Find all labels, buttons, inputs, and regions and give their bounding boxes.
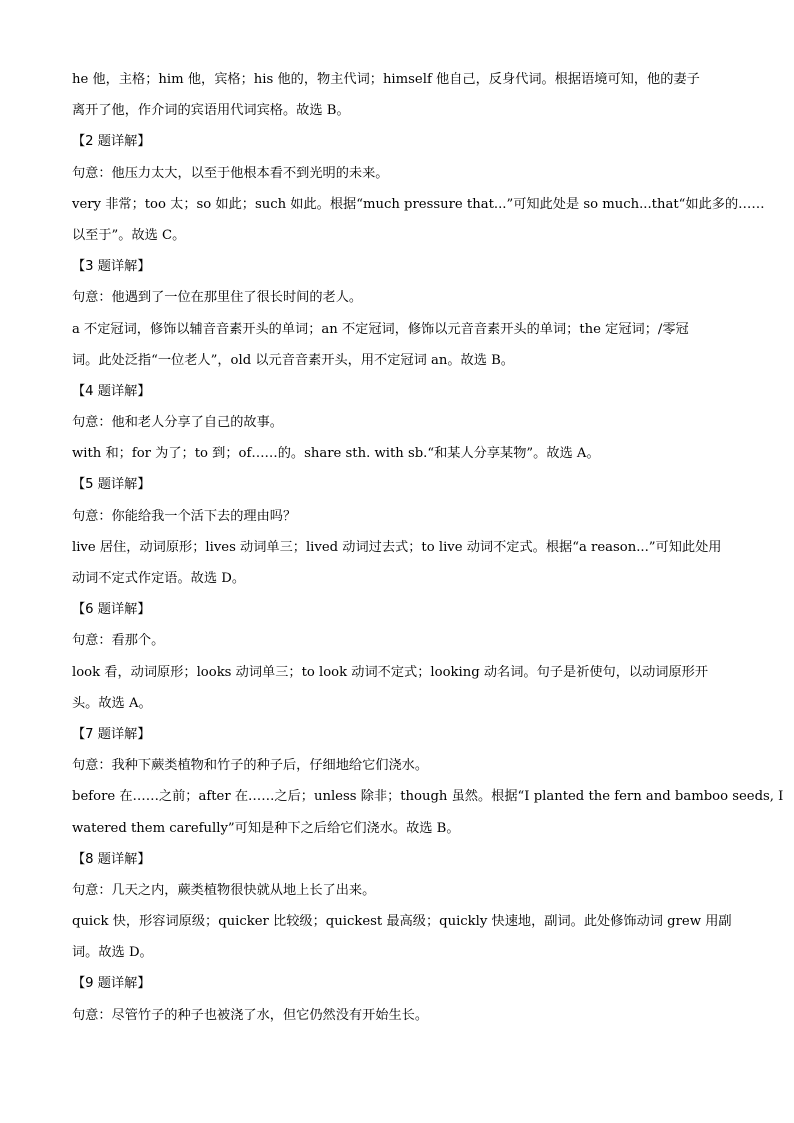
text-line: he 他，主格；him 他，宾格；his 他的，物主代词；himself 他自己，反身代词。根据语境可知，他的妻子 (72, 72, 700, 87)
text-line: 句意：他压力太大，以至于他根本看不到光明的未来。 (72, 165, 389, 181)
section-heading: 【9 题详解】 (72, 976, 151, 992)
text-line: live 居住，动词原形；lives 动词单三；lived 动词过去式；to live 动词不定式。根据“a reason...”可知此处用 (72, 539, 722, 555)
section-heading: 【3 题详解】 (72, 259, 151, 275)
text-line: 句意：我种下蕨类植物和竹子的种子后，仔细地给它们浇水。 (72, 758, 429, 774)
text-line: 以至于”。故选 C。 (72, 227, 186, 243)
text-line: 句意：他遇到了一位在那里住了很长时间的老人。 (72, 290, 363, 306)
text-line: before 在……之前；after 在……之后；unless 除非；though 虽然。根据“I planted the fern and bamboo seeds, I (72, 789, 784, 805)
text-line: 句意：他和老人分享了自己的故事。 (72, 415, 283, 431)
text-line: 句意：几天之内，蕨类植物很快就从地上长了出来。 (72, 882, 376, 898)
section-heading: 【6 题详解】 (72, 602, 151, 618)
text-line: 句意：你能给我一个活下去的理由吗？ (72, 508, 297, 524)
text-line: a 不定冠词，修饰以辅音音素开头的单词；an 不定冠词，修饰以元音音素开头的单词；the 定冠词；/零冠 (72, 321, 689, 337)
text-line: quick 快，形容词原级；quicker 比较级；quickest 最高级；quickly 快速地，副词。此处修饰动词 grew 用副 (72, 914, 732, 930)
text-line: 词。此处泛指“一位老人”，old 以元音音素开头，用不定冠词 an。故选 B。 (72, 352, 514, 368)
section-heading: 【4 题详解】 (72, 383, 151, 399)
text-line: 头。故选 A。 (72, 695, 152, 711)
section-heading: 【7 题详解】 (72, 726, 151, 742)
section-heading: 【5 题详解】 (72, 477, 151, 493)
section-heading: 【2 题详解】 (72, 134, 151, 150)
text-line: with 和；for 为了；to 到；of……的。share sth. with sb.“和某人分享某物”。故选 A。 (72, 446, 600, 462)
text-line: 离开了他，作介词的宾语用代词宾格。故选 B。 (72, 103, 350, 119)
text-line: look 看，动词原形；looks 动词单三；to look 动词不定式；looking 动名词。句子是祈使句，以动词原形开 (72, 664, 709, 680)
document-page (72, 64, 784, 1031)
text-line: 词。故选 D。 (72, 945, 153, 961)
text-line: watered them carefully”可知是种下之后给它们浇水。故选 B。 (72, 820, 460, 836)
text-line: 动词不定式作定语。故选 D。 (72, 571, 246, 586)
text-line: very 非常；too 太；so 如此；such 如此。根据“much pressure that...”可知此处是 so much...that“如此多的…… (72, 196, 765, 212)
section-heading: 【8 题详解】 (72, 851, 151, 867)
text-line: 句意：尽管竹子的种子也被浇了水，但它仍然没有开始生长。 (72, 1007, 429, 1023)
text-line: 句意：看那个。 (72, 633, 165, 649)
